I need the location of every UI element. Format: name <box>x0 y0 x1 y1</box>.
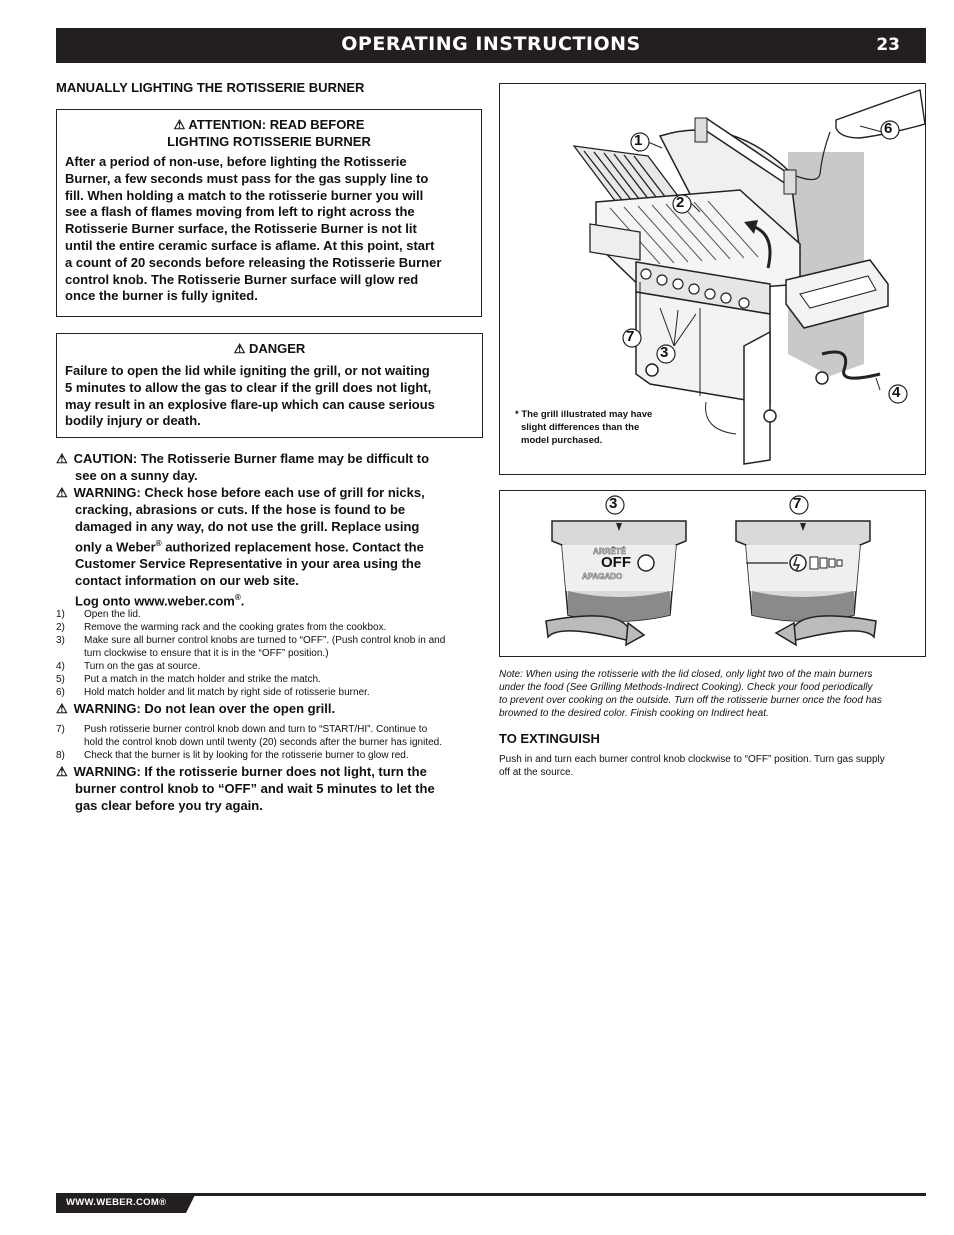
caution-line: CAUTION: The Rotisserie Burner flame may be difficult to <box>73 451 430 466</box>
step-item: turn clockwise to ensure that it is in the “OFF” position.) <box>84 648 329 659</box>
callout-number: 1 <box>634 132 643 149</box>
danger-line: 5 minutes to allow the gas to clear if the grill does not light, <box>65 379 432 395</box>
rotisserie-note: Note: When using the rotisserie with the lid closed, only light two of the main burners under the food (See Grilling Methods-Indirect Cooking). Check your food periodically to prevent over cooking on the outside. Turn off the rotisserie burner once the food has browned to the desired color. Finish cooking on Indirect heat. <box>499 669 882 719</box>
steps-list-a <box>56 608 486 699</box>
knob-label-es: APAGADO <box>582 572 623 581</box>
footer-url: WWW.WEBER.COM® <box>66 1197 167 1208</box>
warning-triangle-icon: ⚠ <box>56 764 68 779</box>
warning-line: cracking, abrasions or cuts. If the hose is found to be <box>75 502 406 517</box>
step-item: 3) Make sure all burner control knobs are turned to “OFF”. (Push control knob in and <box>56 635 446 646</box>
callout-number: 4 <box>892 384 901 401</box>
attention-line: a count of 20 seconds before releasing the Rotisserie Burner <box>65 254 442 270</box>
callout-number: 3 <box>609 495 618 512</box>
knob-illustration <box>499 490 926 657</box>
callout-number: 7 <box>793 495 802 512</box>
page-number: 23 <box>876 35 900 55</box>
callout-number: 3 <box>660 344 669 361</box>
knob-label-off: OFF <box>601 554 631 571</box>
extinguish-title: TO EXTINGUISH <box>499 731 600 746</box>
caution-line: see on a sunny day. <box>75 468 198 483</box>
callout-number: 7 <box>626 328 635 345</box>
page-title: OPERATING INSTRUCTIONS <box>341 33 641 55</box>
attention-heading-2: LIGHTING ROTISSERIE BURNER <box>167 134 371 149</box>
warning-triangle-icon: ⚠ <box>56 485 68 500</box>
danger-box <box>56 333 483 438</box>
attention-line: Rotisserie Burner surface, the Rotisserie Burner is not lit <box>65 221 417 237</box>
attention-line: fill. When holding a match to the rotisserie burner you will <box>65 187 424 203</box>
warning-line: contact information on our web site. <box>75 573 299 589</box>
footer-tab <box>56 1193 196 1213</box>
step-item: 2) Remove the warming rack and the cooking grates from the cookbox. <box>56 622 387 633</box>
extinguish-text: Push in and turn each burner control knob clockwise to “OFF” position. Turn gas supply off at the source. <box>499 754 885 778</box>
step-item: 5) Put a match in the match holder and strike the match. <box>56 674 321 685</box>
attention-line: once the burner is fully ignited. <box>65 288 258 304</box>
callout-number: 2 <box>676 194 685 211</box>
step-item: hold the control knob down until twenty (20) seconds after the burner has ignited. <box>84 737 442 748</box>
attention-line: control knob. The Rotisserie Burner surface will glow red <box>65 271 419 287</box>
warning-notlit-block: ⚠ WARNING: If the rotisserie burner does not light, turn the burner control knob to “OFF” and wait 5 minutes to let the gas clear before you try again. <box>56 764 435 813</box>
callout-number: 6 <box>884 120 893 137</box>
attention-line: see a flash of flames moving from left to right across the <box>65 204 415 220</box>
attention-line: Burner, a few seconds must pass for the gas supply line to <box>65 170 429 186</box>
grill-illustration <box>499 83 926 475</box>
steps-list-b <box>56 723 486 762</box>
step-item: 1) Open the lid. <box>56 609 141 620</box>
warning-line: Log onto www.weber.com®. <box>75 593 245 609</box>
attention-line: until the entire ceramic surface is aflame. At this point, start <box>65 237 435 253</box>
danger-heading: ⚠ DANGER <box>233 341 306 356</box>
section-title: MANUALLY LIGHTING THE ROTISSERIE BURNER <box>56 80 365 95</box>
caution-block <box>56 450 486 484</box>
attention-line: After a period of non-use, before lighting the Rotisserie <box>65 154 407 169</box>
warning-hose-block <box>56 484 486 610</box>
figure-footnote: * The grill illustrated may have slight differences than the model purchased. <box>515 409 653 446</box>
step-item: 4) Turn on the gas at source. <box>56 661 201 672</box>
knob-label-fr: ARRÊTÉ <box>593 547 626 556</box>
warning-line: WARNING: Check hose before each use of grill for nicks, <box>73 485 425 500</box>
warning-triangle-icon: ⚠ <box>56 451 68 466</box>
step-item: 6) Hold match holder and lit match by right side of rotisserie burner. <box>56 687 370 698</box>
warning-line: Customer Service Representative in your area using the <box>75 556 422 572</box>
page-header <box>56 28 926 63</box>
attention-heading-1: ⚠ ATTENTION: READ BEFORE <box>173 117 365 132</box>
warning-line: only a Weber® authorized replacement hose. Contact the <box>75 539 424 555</box>
warning-line: damaged in any way, do not use the grill. Replace using <box>75 519 420 534</box>
warning-triangle-icon: ⚠ <box>56 701 68 716</box>
warning-lean: ⚠ WARNING: Do not lean over the open grill. <box>56 701 336 716</box>
step-item: 7) Push rotisserie burner control knob down and turn to “START/HI”. Continue to <box>56 724 428 735</box>
danger-line: bodily injury or death. <box>65 413 201 429</box>
danger-line: may result in an explosive flare-up which can cause serious <box>65 396 435 412</box>
danger-line: Failure to open the lid while igniting the grill, or not waiting <box>65 363 430 378</box>
attention-box <box>56 109 482 317</box>
step-item: 8) Check that the burner is lit by looking for the rotisserie burner to glow red. <box>56 750 409 761</box>
